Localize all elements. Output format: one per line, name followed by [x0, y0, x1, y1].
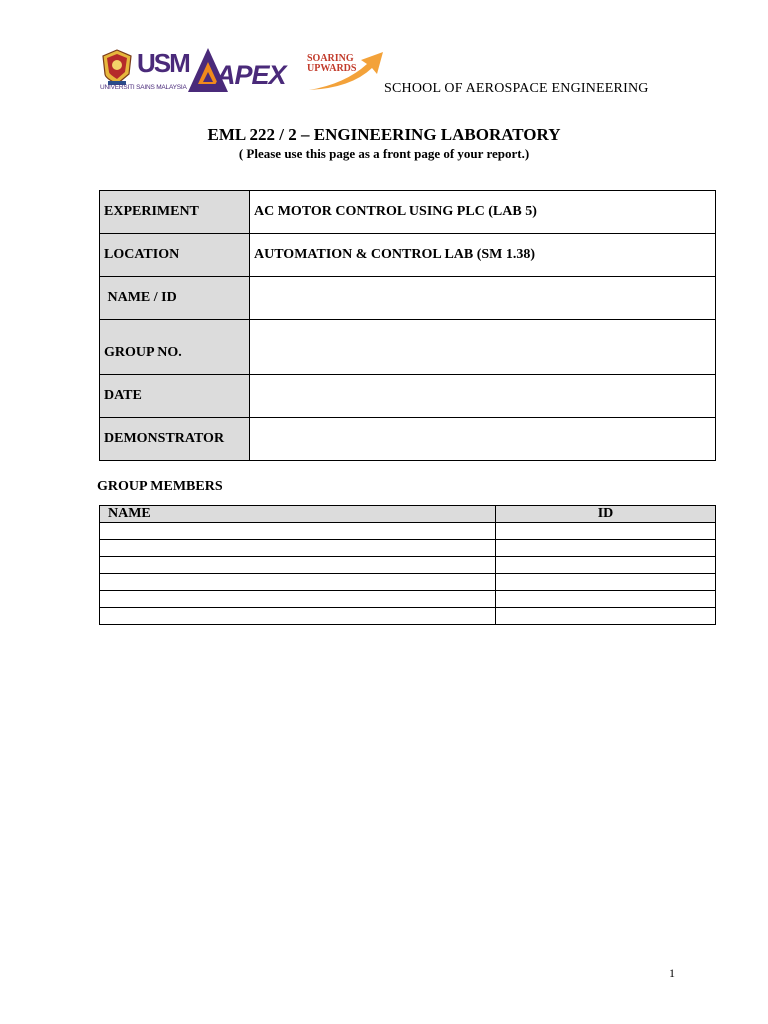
info-row-name-id — [100, 277, 716, 320]
table-row — [100, 574, 716, 591]
member-id-cell[interactable] — [496, 591, 716, 608]
usm-subtitle: UNIVERSITI SAINS MALAYSIA — [100, 84, 187, 91]
info-label: EXPERIMENT — [100, 191, 250, 234]
info-value[interactable] — [250, 418, 716, 461]
member-name-cell[interactable] — [100, 608, 496, 625]
group-members-table — [99, 505, 716, 625]
info-row-location — [100, 234, 716, 277]
member-id-cell[interactable] — [496, 540, 716, 557]
table-row — [100, 540, 716, 557]
usm-wordmark: USM — [137, 48, 189, 78]
usm-crest-icon — [100, 48, 134, 86]
info-value[interactable] — [250, 375, 716, 418]
info-value[interactable] — [250, 277, 716, 320]
info-label: LOCATION — [100, 234, 250, 277]
member-id-cell[interactable] — [496, 608, 716, 625]
table-row — [100, 523, 716, 540]
member-name-cell[interactable] — [100, 523, 496, 540]
page-title: EML 222 / 2 – ENGINEERING LABORATORY — [207, 125, 561, 144]
info-row-group-no — [100, 320, 716, 375]
member-id-cell[interactable] — [496, 574, 716, 591]
school-name: SCHOOL OF AEROSPACE ENGINEERING — [384, 81, 649, 96]
page-subtitle: ( Please use this page as a front page of your report.) — [238, 146, 530, 161]
info-label: DEMONSTRATOR — [100, 418, 250, 461]
info-label: GROUP NO. — [100, 320, 250, 375]
member-name-cell[interactable] — [100, 591, 496, 608]
table-row — [100, 557, 716, 574]
member-id-cell[interactable] — [496, 523, 716, 540]
report-info-table — [99, 190, 716, 461]
members-header-row — [100, 506, 716, 523]
info-row-demonstrator — [100, 418, 716, 461]
info-value[interactable]: AC MOTOR CONTROL USING PLC (LAB 5) — [250, 191, 716, 234]
col-header-id: ID — [496, 506, 716, 523]
info-value[interactable]: AUTOMATION & CONTROL LAB (SM 1.38) — [250, 234, 716, 277]
info-label: NAME / ID — [100, 277, 250, 320]
apex-wordmark: APEX — [216, 60, 286, 90]
member-id-cell[interactable] — [496, 557, 716, 574]
group-members-heading: GROUP MEMBERS — [97, 479, 223, 494]
soaring-upwards-text: SOARING UPWARDS — [307, 53, 357, 74]
col-header-name: NAME — [100, 506, 496, 523]
info-label: DATE — [100, 375, 250, 418]
member-name-cell[interactable] — [100, 574, 496, 591]
table-row — [100, 591, 716, 608]
table-row — [100, 608, 716, 625]
info-value[interactable] — [250, 320, 716, 375]
member-name-cell[interactable] — [100, 540, 496, 557]
usm-logo — [100, 44, 189, 96]
member-name-cell[interactable] — [100, 557, 496, 574]
soaring-upwards-logo — [305, 50, 385, 94]
info-row-experiment — [100, 191, 716, 234]
info-row-date — [100, 375, 716, 418]
apex-logo — [186, 46, 286, 94]
page-number: 1 — [669, 966, 675, 980]
